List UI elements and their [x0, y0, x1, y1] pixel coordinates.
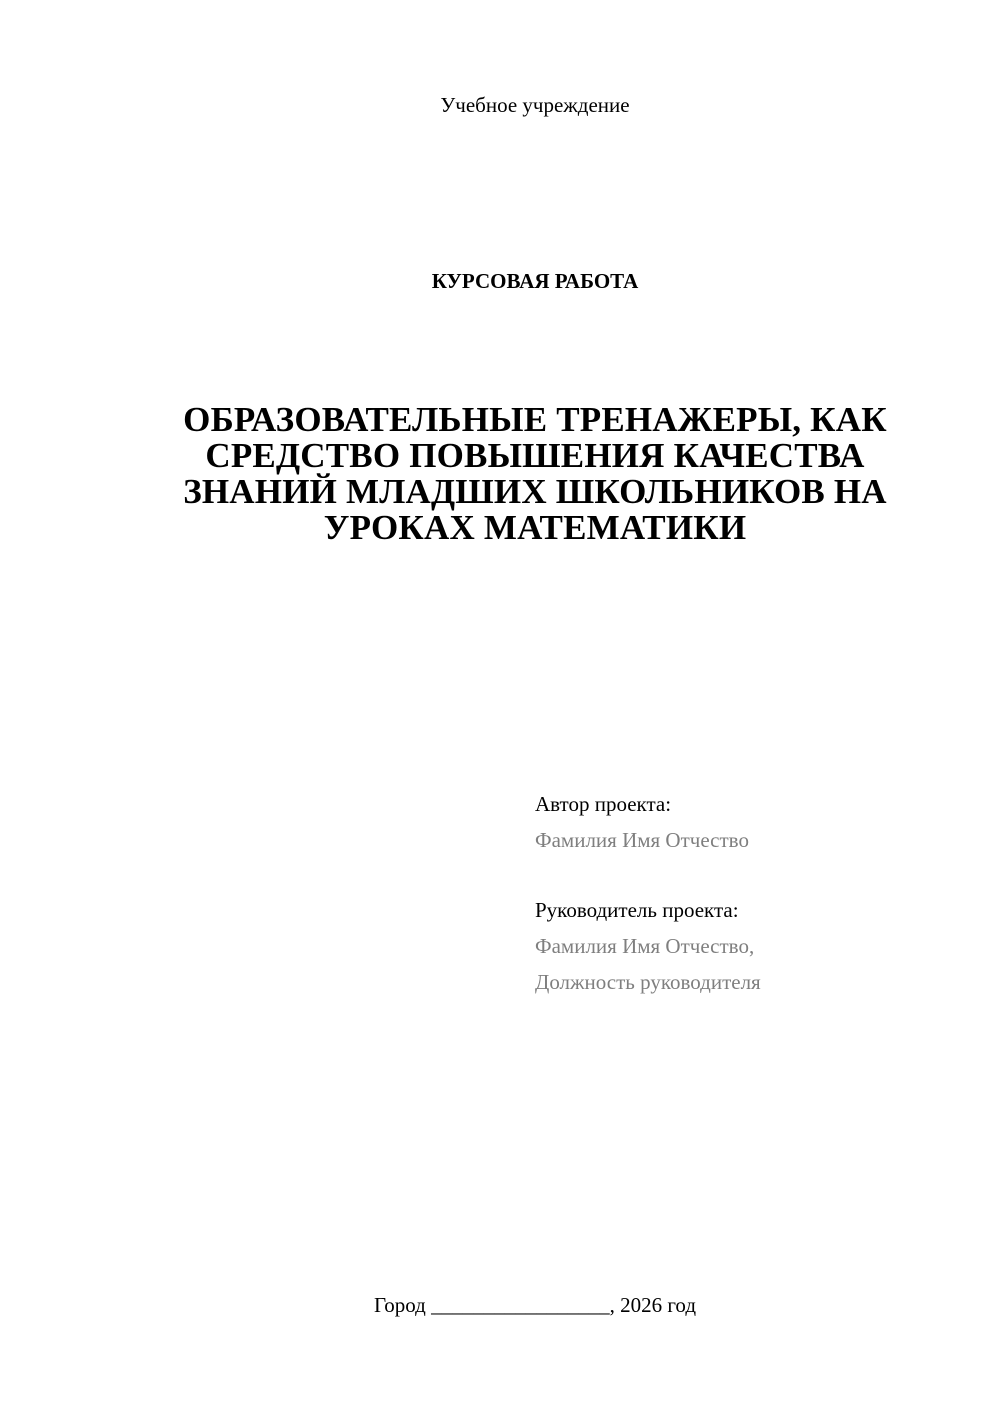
document-title-line: ЗНАНИЙ МЛАДШИХ ШКОЛЬНИКОВ НА: [183, 472, 887, 511]
author-name: Фамилия Имя Отчество: [535, 828, 749, 852]
document-title-line: СРЕДСТВО ПОВЫШЕНИЯ КАЧЕСТВА: [205, 436, 865, 475]
document-title: [120, 402, 950, 546]
author-block: [535, 786, 955, 858]
supervisor-position: Должность руководителя: [535, 970, 761, 994]
document-title-line: ОБРАЗОВАТЕЛЬНЫЕ ТРЕНАЖЕРЫ, КАК: [183, 400, 887, 439]
author-label: Автор проекта:: [535, 792, 672, 816]
supervisor-name: Фамилия Имя Отчество,: [535, 934, 755, 958]
institution-name: Учебное учреждение: [440, 93, 630, 117]
document-title-line: УРОКАХ МАТЕМАТИКИ: [323, 508, 747, 547]
city-year-line: Город _________________, 2026 год: [373, 1293, 697, 1317]
supervisor-block: [535, 892, 955, 1000]
supervisor-label: Руководитель проекта:: [535, 898, 739, 922]
document-type: КУРСОВАЯ РАБОТА: [431, 269, 639, 293]
